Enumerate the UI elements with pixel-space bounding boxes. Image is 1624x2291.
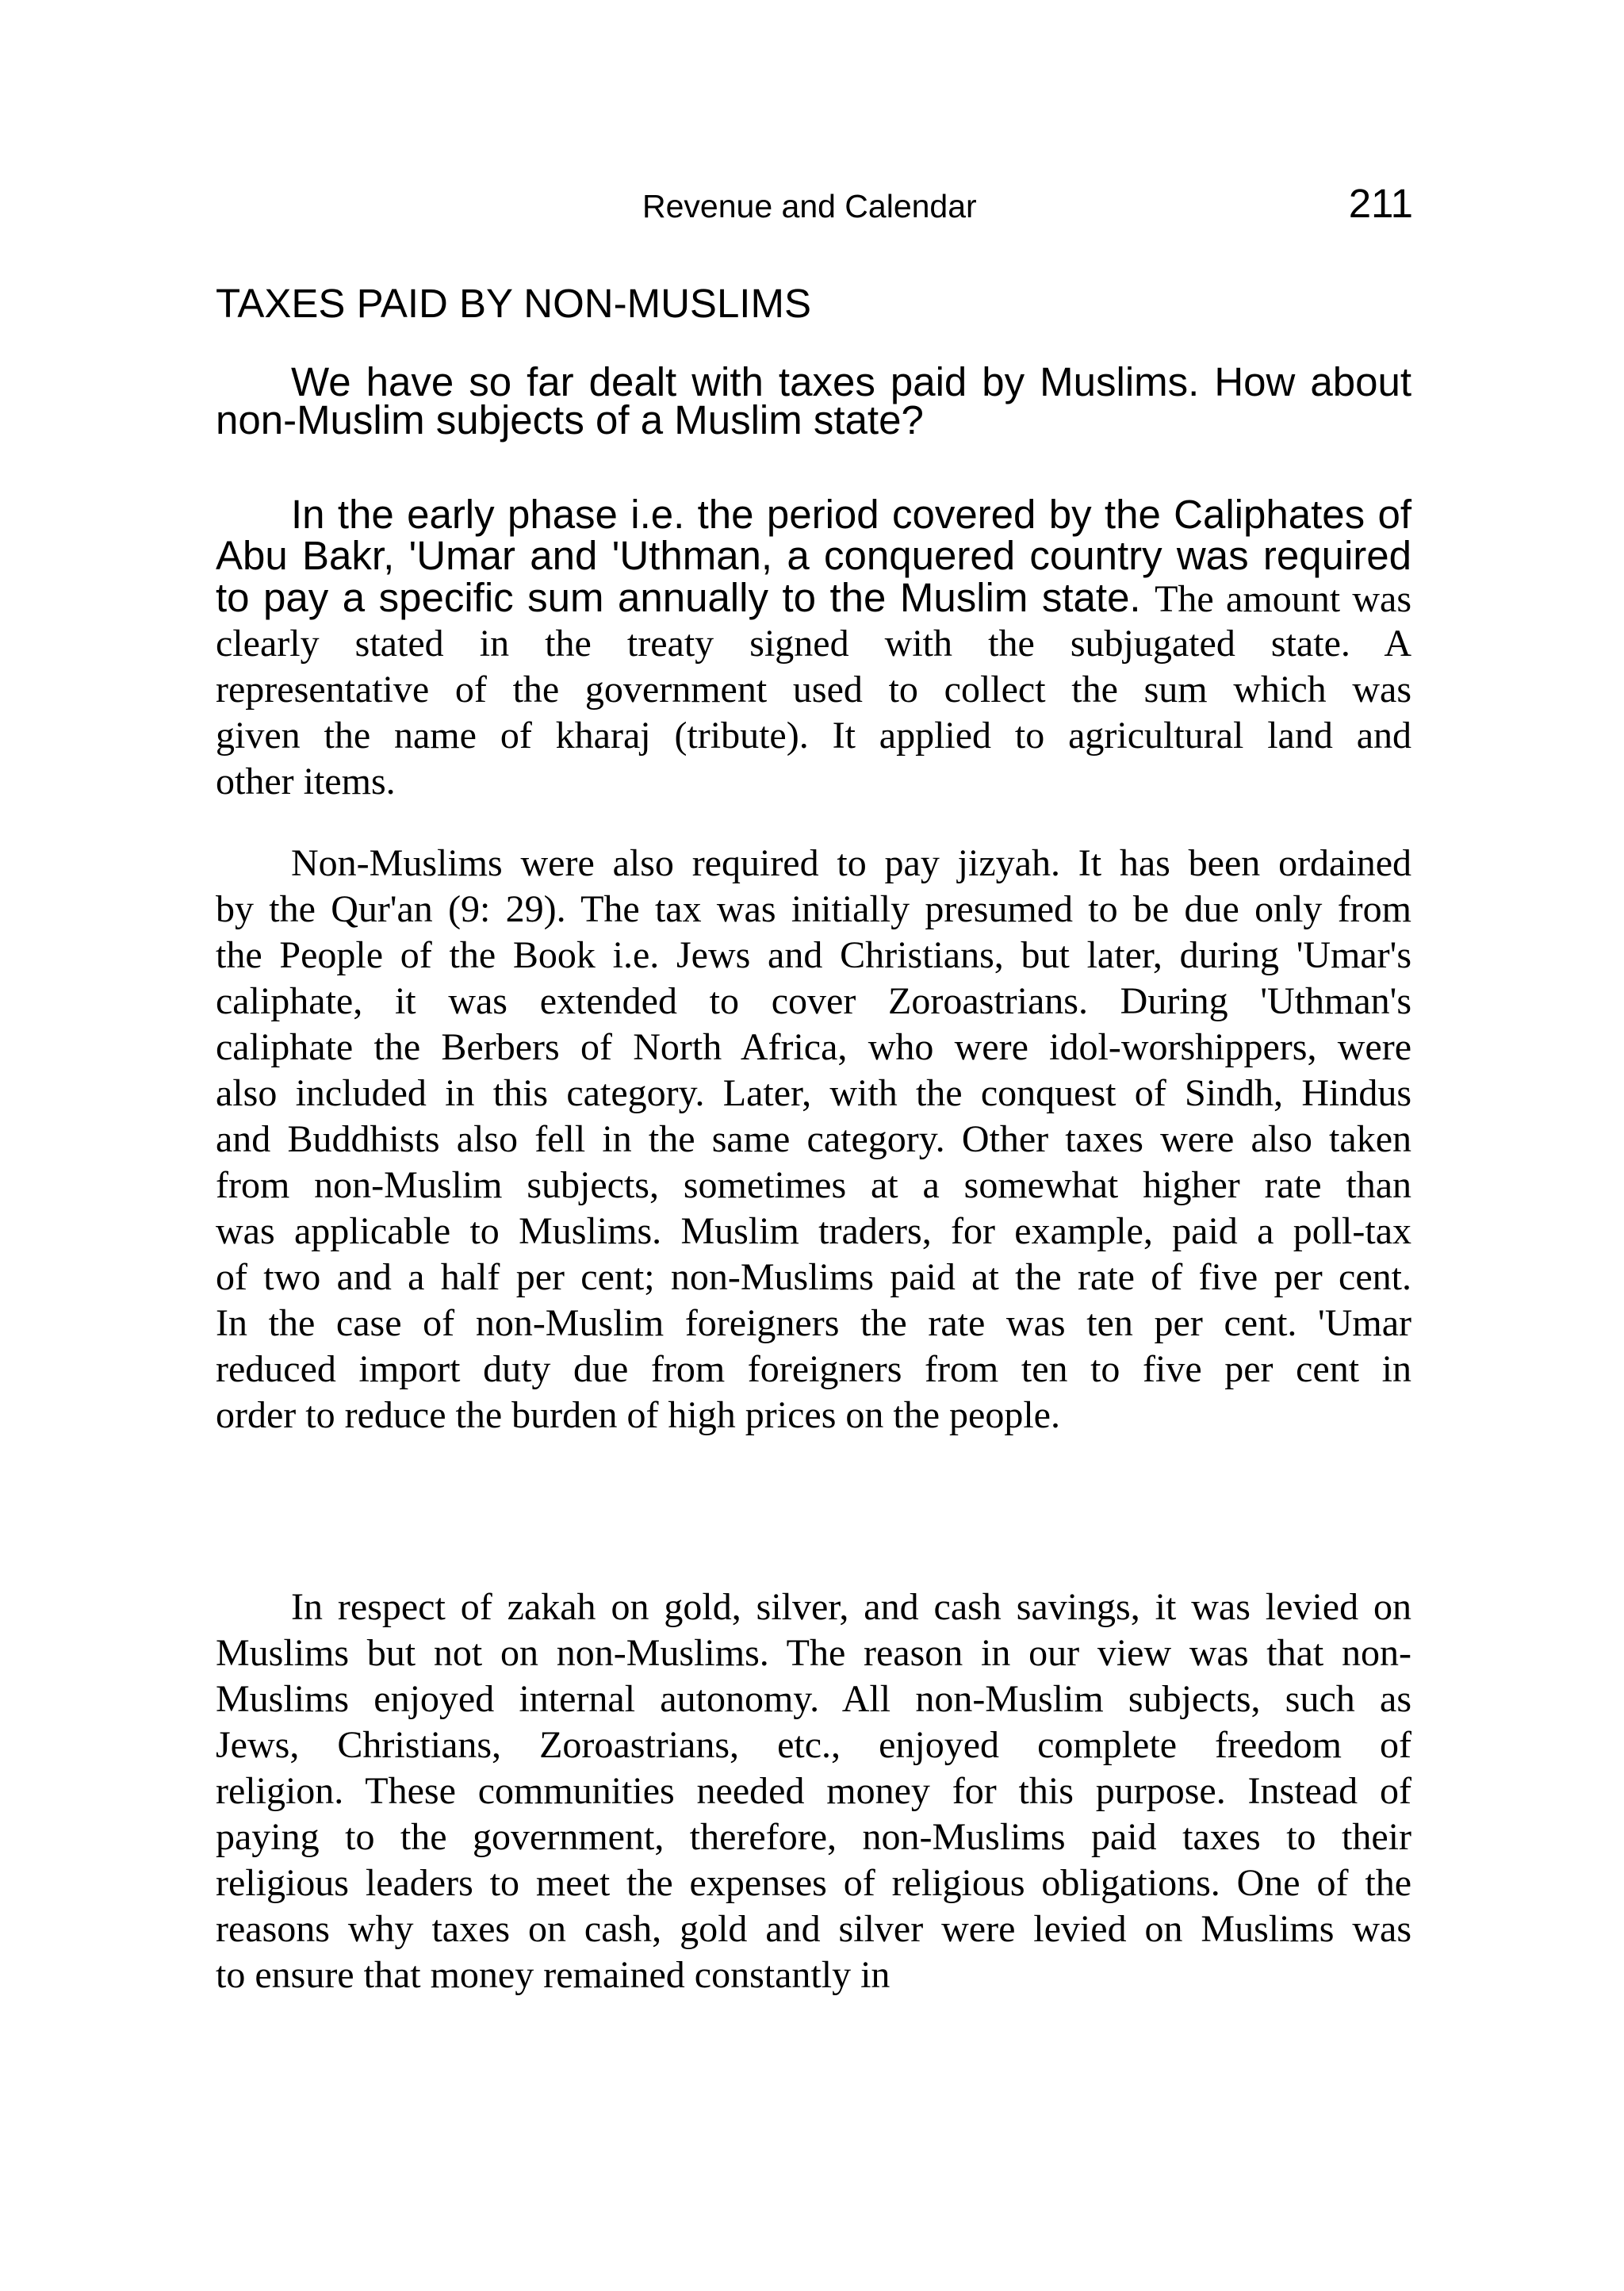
text-line bbox=[216, 577, 1411, 621]
text-line: In the early phase i.e. the period covered by the Caliphates of bbox=[291, 492, 1411, 537]
paragraph-early-phase bbox=[216, 494, 1411, 805]
text-line: clearly stated in the treaty signed with the subjugated state. A bbox=[216, 623, 1411, 665]
text-line: In the case of non-Muslim foreigners the rate was ten per cent. 'Umar bbox=[216, 1302, 1411, 1344]
text-line: representative of the government used to collect the sum which was bbox=[216, 669, 1411, 711]
text-line: and Buddhists also fell in the same category. Other taxes were also taken bbox=[216, 1118, 1411, 1160]
text-line: of two and a half per cent; non-Muslims paid at the rate of five per cent. bbox=[216, 1256, 1411, 1298]
text-line: from non-Muslim subjects, sometimes at a somewhat higher rate than bbox=[216, 1164, 1411, 1206]
text-line: given the name of kharaj (tribute). It applied to agricultural land and bbox=[216, 715, 1411, 757]
section-heading: TAXES PAID BY NON-MUSLIMS bbox=[216, 281, 811, 326]
paragraph-zakah bbox=[216, 1584, 1411, 1998]
text-line: Abu Bakr, 'Umar and 'Uthman, a conquered country was required bbox=[216, 533, 1411, 578]
paragraph-intro bbox=[216, 359, 1411, 442]
text-line: Jews, Christians, Zoroastrians, etc., enjoyed complete freedom of bbox=[216, 1724, 1411, 1766]
text-line: to ensure that money remained constantly in bbox=[216, 1954, 891, 1996]
text-line: by the Qur'an (9: 29). The tax was initially presumed to be due only from bbox=[216, 888, 1411, 930]
text-line: religious leaders to meet the expenses of religious obligations. One of the bbox=[216, 1862, 1411, 1904]
text-line: In respect of zakah on gold, silver, and cash savings, it was levied on bbox=[291, 1586, 1411, 1628]
paragraph-jizyah bbox=[216, 841, 1411, 1439]
text-line: Muslims enjoyed internal autonomy. All non-Muslim subjects, such as bbox=[216, 1678, 1411, 1720]
text-fragment: to pay a specific sum annually to the Muslim state. bbox=[216, 575, 1141, 620]
text-line: Muslims but not on non-Muslims. The reason in our view was that non- bbox=[216, 1632, 1411, 1674]
text-line: caliphate, it was extended to cover Zoroastrians. During 'Uthman's bbox=[216, 980, 1411, 1022]
text-line: non-Muslim subjects of a Muslim state? bbox=[216, 397, 924, 442]
text-line: other items. bbox=[216, 760, 396, 803]
text-line: reduced import duty due from foreigners from ten to five per cent in bbox=[216, 1348, 1411, 1390]
text-line: caliphate the Berbers of North Africa, who were idol-worshippers, were bbox=[216, 1026, 1411, 1068]
text-line: order to reduce the burden of high prices on the people. bbox=[216, 1394, 1060, 1436]
text-line: reasons why taxes on cash, gold and silver were levied on Muslims was bbox=[216, 1908, 1411, 1950]
running-head: Revenue and Calendar bbox=[642, 188, 977, 224]
text-line: religion. These communities needed money for this purpose. Instead of bbox=[216, 1770, 1411, 1812]
text-line: Non-Muslims were also required to pay jizyah. It has been ordained bbox=[291, 842, 1411, 884]
text-line: We have so far dealt with taxes paid by Muslims. How about bbox=[291, 359, 1411, 404]
text-line: the People of the Book i.e. Jews and Christians, but later, during 'Umar's bbox=[216, 934, 1411, 976]
text-fragment: The amount was bbox=[1155, 578, 1412, 620]
text-line: was applicable to Muslims. Muslim traders, for example, paid a poll-tax bbox=[216, 1210, 1411, 1252]
text-line: paying to the government, therefore, non-Muslims paid taxes to their bbox=[216, 1816, 1411, 1858]
text-line: also included in this category. Later, with the conquest of Sindh, Hindus bbox=[216, 1072, 1411, 1114]
page-number: 211 bbox=[1348, 181, 1413, 226]
